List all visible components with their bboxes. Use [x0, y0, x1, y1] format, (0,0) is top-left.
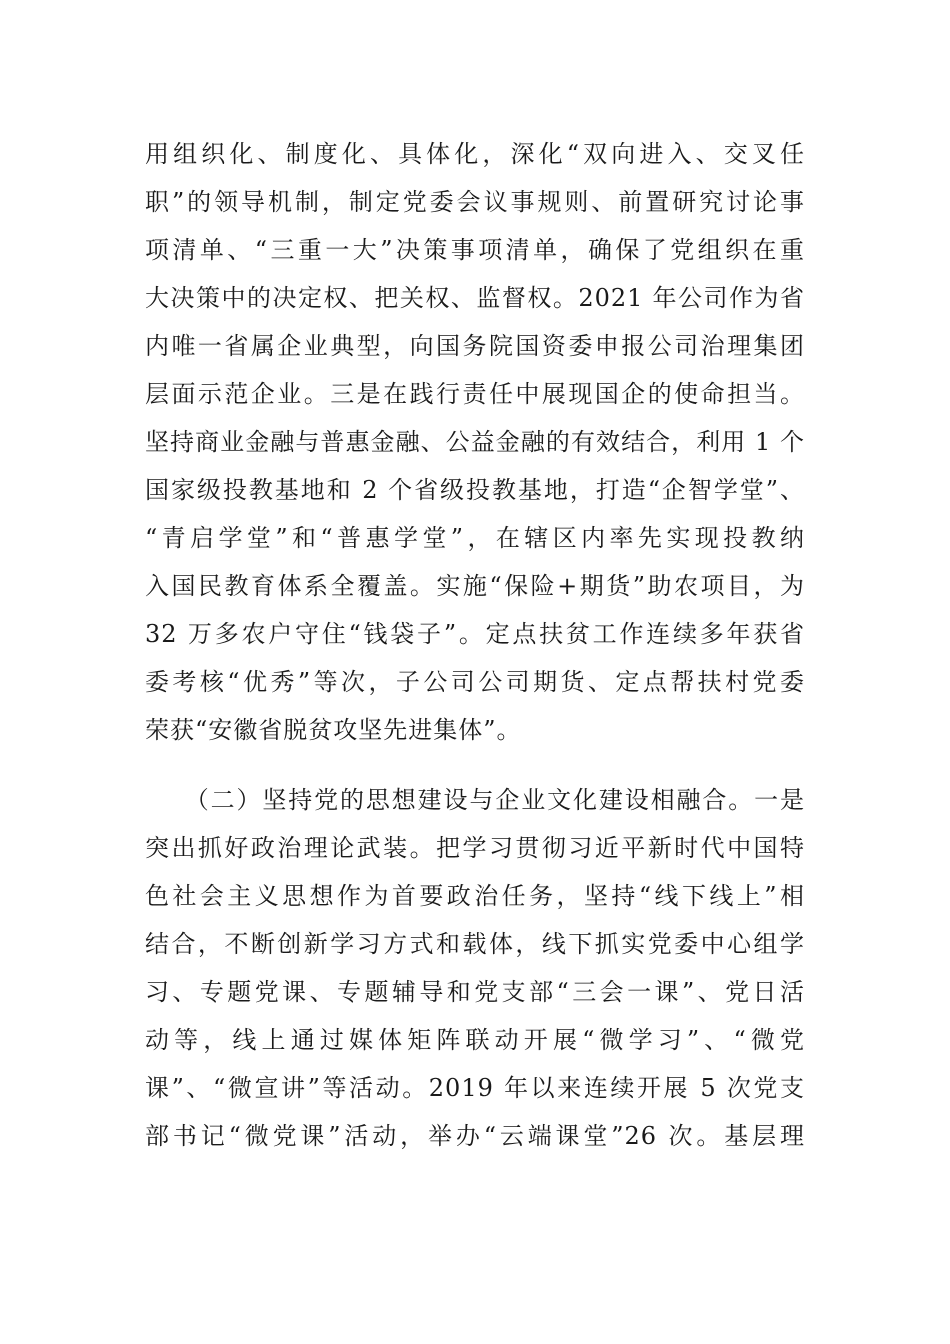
- paragraph-line: 动等，线上通过媒体矩阵联动开展“微学习”、“微党: [145, 1026, 805, 1054]
- paragraph-line: 用组织化、制度化、具体化，深化“双向进入、交叉任: [145, 140, 805, 168]
- paragraph-line: 部书记“微党课”活动，举办“云端课堂”26 次。基层理: [145, 1122, 805, 1150]
- paragraph-line: 入国民教育体系全覆盖。实施“保险+期货”助农项目，为: [145, 572, 805, 600]
- paragraph-line: “青启学堂”和“普惠学堂”，在辖区内率先实现投教纳: [145, 524, 805, 552]
- paragraph-line: 内唯一省属企业典型，向国务院国资委申报公司治理集团: [145, 332, 805, 360]
- paragraph-line: 委考核“优秀”等次，子公司公司期货、定点帮扶村党委: [145, 668, 805, 696]
- paragraph-line: 荣获“安徽省脱贫攻坚先进集体”。: [145, 716, 522, 744]
- paragraph-line: 项清单、“三重一大”决策事项清单，确保了党组织在重: [145, 236, 805, 264]
- paragraph-line: 国家级投教基地和 2 个省级投教基地，打造“企智学堂”、: [145, 476, 805, 504]
- paragraph-line: 结合，不断创新学习方式和载体，线下抓实党委中心组学: [145, 930, 805, 958]
- paragraph-line: 大决策中的决定权、把关权、监督权。2021 年公司作为省: [145, 284, 805, 312]
- paragraph-2: [145, 776, 805, 1160]
- paragraph-line: 坚持商业金融与普惠金融、公益金融的有效结合，利用 1 个: [145, 428, 805, 456]
- paragraph-line: 习、专题党课、专题辅导和党支部“三会一课”、党日活: [145, 978, 805, 1006]
- paragraph-line: 32 万多农户守住“钱袋子”。定点扶贫工作连续多年获省: [145, 620, 805, 648]
- paragraph-line: 课”、“微宣讲”等活动。2019 年以来连续开展 5 次党支: [145, 1074, 805, 1102]
- paragraph-1: [145, 130, 805, 754]
- paragraph-line: 职”的领导机制，制定党委会议事规则、前置研究讨论事: [145, 188, 805, 216]
- paragraph-line: （二）坚持党的思想建设与企业文化建设相融合。一是: [145, 786, 805, 814]
- paragraph-line: 突出抓好政治理论武装。把学习贯彻习近平新时代中国特: [145, 834, 805, 862]
- paragraph-line: 层面示范企业。三是在践行责任中展现国企的使命担当。: [145, 380, 805, 408]
- paragraph-line: 色社会主义思想作为首要政治任务，坚持“线下线上”相: [145, 882, 805, 910]
